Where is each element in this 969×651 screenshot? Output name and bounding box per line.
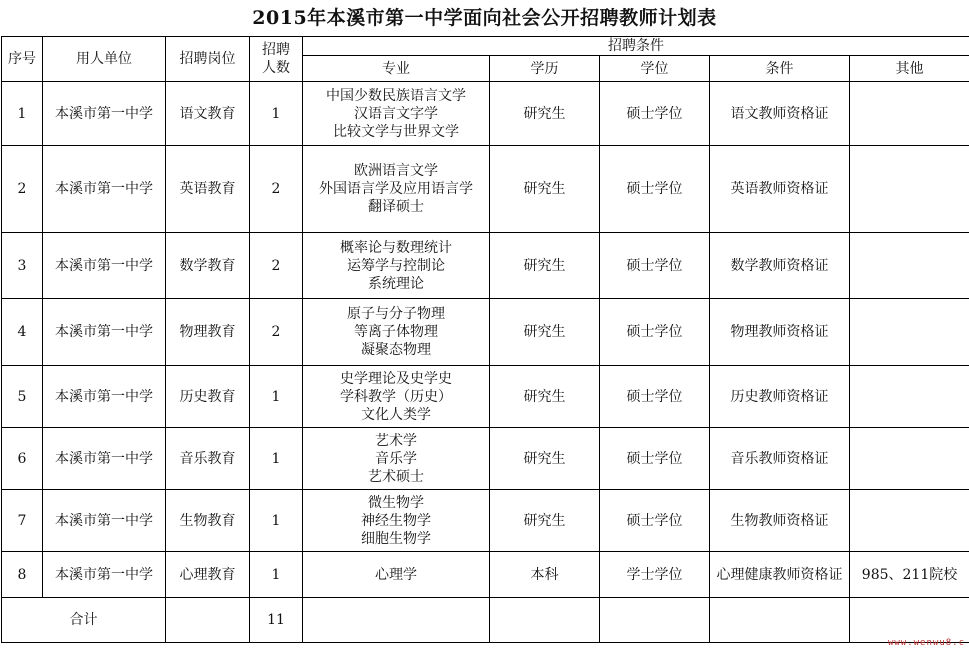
- header-degree: 学位: [600, 56, 710, 82]
- cell-degree: 硕士学位: [600, 82, 710, 146]
- header-education: 学历: [490, 56, 600, 82]
- header-seq: 序号: [2, 37, 43, 82]
- cell-seq: 2: [2, 146, 43, 233]
- table-row: [2, 82, 969, 146]
- total-count: 11: [250, 598, 303, 643]
- cell-unit: 本溪市第一中学: [43, 233, 166, 299]
- cell-count: 2: [250, 233, 303, 299]
- total-row: [2, 598, 969, 643]
- major-item: 比较文学与世界文学: [333, 123, 459, 140]
- cell-education: 本科: [490, 552, 600, 598]
- cell-major: [303, 428, 490, 490]
- cell-post: 历史教育: [166, 366, 250, 428]
- major-item: 音乐学: [375, 450, 417, 467]
- table-row: [2, 299, 969, 366]
- cell-requirement: 物理教师资格证: [710, 299, 850, 366]
- cell-seq: 5: [2, 366, 43, 428]
- total-label: 合计: [2, 598, 166, 643]
- cell-unit: 本溪市第一中学: [43, 366, 166, 428]
- cell-post: 音乐教育: [166, 428, 250, 490]
- cell-other: [850, 233, 969, 299]
- cell-major: [303, 82, 490, 146]
- cell-requirement: 音乐教师资格证: [710, 428, 850, 490]
- cell-seq: 7: [2, 490, 43, 552]
- major-item: 细胞生物学: [361, 530, 431, 547]
- header-requirement: 条件: [710, 56, 850, 82]
- cell-major: [303, 552, 490, 598]
- major-item: 文化人类学: [361, 406, 431, 423]
- cell-major: [303, 146, 490, 233]
- cell-requirement: 心理健康教师资格证: [710, 552, 850, 598]
- table-row: [2, 146, 969, 233]
- cell-other: [850, 366, 969, 428]
- cell-requirement: 历史教师资格证: [710, 366, 850, 428]
- cell-education: 研究生: [490, 82, 600, 146]
- page-title: 2015年本溪市第一中学面向社会公开招聘教师计划表: [252, 7, 717, 29]
- major-item: 运筹学与控制论: [347, 257, 445, 274]
- cell-education: 研究生: [490, 299, 600, 366]
- header-unit: 用人单位: [43, 37, 166, 82]
- major-item: 原子与分子物理: [347, 306, 445, 322]
- cell-count: 1: [250, 366, 303, 428]
- major-item: 艺术学: [375, 432, 417, 449]
- header-count: [250, 37, 303, 82]
- cell-seq: 4: [2, 299, 43, 366]
- cell-unit: 本溪市第一中学: [43, 146, 166, 233]
- major-item: 汉语言文字学: [354, 105, 438, 122]
- major-item: 微生物学: [368, 494, 424, 511]
- empty-cell: [850, 598, 969, 643]
- table-row: [2, 428, 969, 490]
- header-other: 其他: [850, 56, 969, 82]
- cell-count: 1: [250, 82, 303, 146]
- major-item: 神经生物学: [361, 512, 431, 529]
- cell-requirement: 语文教师资格证: [710, 82, 850, 146]
- cell-education: 研究生: [490, 366, 600, 428]
- header-post: 招聘岗位: [166, 37, 250, 82]
- empty-cell: [166, 598, 250, 643]
- table-row: [2, 366, 969, 428]
- cell-major: [303, 366, 490, 428]
- cell-unit: 本溪市第一中学: [43, 490, 166, 552]
- cell-education: 研究生: [490, 490, 600, 552]
- cell-seq: 3: [2, 233, 43, 299]
- cell-degree: 硕士学位: [600, 490, 710, 552]
- cell-education: 研究生: [490, 233, 600, 299]
- cell-other: [850, 299, 969, 366]
- cell-post: 英语教育: [166, 146, 250, 233]
- cell-education: 研究生: [490, 146, 600, 233]
- cell-seq: 6: [2, 428, 43, 490]
- cell-seq: 8: [2, 552, 43, 598]
- cell-unit: 本溪市第一中学: [43, 428, 166, 490]
- cell-other: [850, 146, 969, 233]
- watermark: www.wenwu8.c: [887, 638, 965, 648]
- cell-count: 2: [250, 146, 303, 233]
- cell-degree: 硕士学位: [600, 366, 710, 428]
- cell-degree: 硕士学位: [600, 233, 710, 299]
- cell-post: 心理教育: [166, 552, 250, 598]
- cell-post: 语文教育: [166, 82, 250, 146]
- cell-requirement: 英语教师资格证: [710, 146, 850, 233]
- major-item: 概率论与数理统计: [340, 239, 452, 256]
- major-item: 外国语言学及应用语言学: [319, 181, 473, 197]
- major-item: 中国少数民族语言文学: [326, 87, 466, 104]
- cell-major: [303, 233, 490, 299]
- cell-unit: 本溪市第一中学: [43, 82, 166, 146]
- cell-requirement: 生物教师资格证: [710, 490, 850, 552]
- empty-cell: [490, 598, 600, 643]
- cell-count: 2: [250, 299, 303, 366]
- cell-count: 1: [250, 552, 303, 598]
- major-item: 欧洲语言文学: [354, 163, 438, 179]
- major-item: 艺术硕士: [368, 468, 424, 485]
- cell-requirement: 数学教师资格证: [710, 233, 850, 299]
- cell-other: [850, 82, 969, 146]
- cell-post: 数学教育: [166, 233, 250, 299]
- cell-degree: 硕士学位: [600, 146, 710, 233]
- major-item: 系统理论: [368, 275, 424, 292]
- cell-other: 985、211院校: [850, 552, 969, 598]
- table-row: [2, 552, 969, 598]
- cell-other: [850, 490, 969, 552]
- major-item: 心理学: [375, 566, 417, 583]
- cell-unit: 本溪市第一中学: [43, 299, 166, 366]
- header-major: 专业: [303, 56, 490, 82]
- recruitment-plan-table: [1, 36, 969, 643]
- header-count-line2: 人数: [262, 60, 290, 76]
- empty-cell: [303, 598, 490, 643]
- cell-unit: 本溪市第一中学: [43, 552, 166, 598]
- major-item: 凝聚态物理: [361, 342, 431, 358]
- cell-degree: 学士学位: [600, 552, 710, 598]
- cell-education: 研究生: [490, 428, 600, 490]
- major-item: 翻译硕士: [368, 199, 424, 215]
- cell-other: [850, 428, 969, 490]
- table-row: [2, 490, 969, 552]
- cell-major: [303, 490, 490, 552]
- cell-post: 物理教育: [166, 299, 250, 366]
- table-row: [2, 233, 969, 299]
- empty-cell: [710, 598, 850, 643]
- cell-count: 1: [250, 490, 303, 552]
- cell-major: [303, 299, 490, 366]
- cell-count: 1: [250, 428, 303, 490]
- major-item: 等离子体物理: [354, 324, 438, 340]
- cell-post: 生物教育: [166, 490, 250, 552]
- cell-degree: 硕士学位: [600, 428, 710, 490]
- cell-degree: 硕士学位: [600, 299, 710, 366]
- major-item: 史学理论及史学史: [340, 370, 452, 387]
- empty-cell: [600, 598, 710, 643]
- major-item: 学科教学（历史）: [340, 388, 452, 405]
- header-conditions: 招聘条件: [303, 37, 969, 56]
- header-count-line1: 招聘: [262, 42, 290, 58]
- cell-seq: 1: [2, 82, 43, 146]
